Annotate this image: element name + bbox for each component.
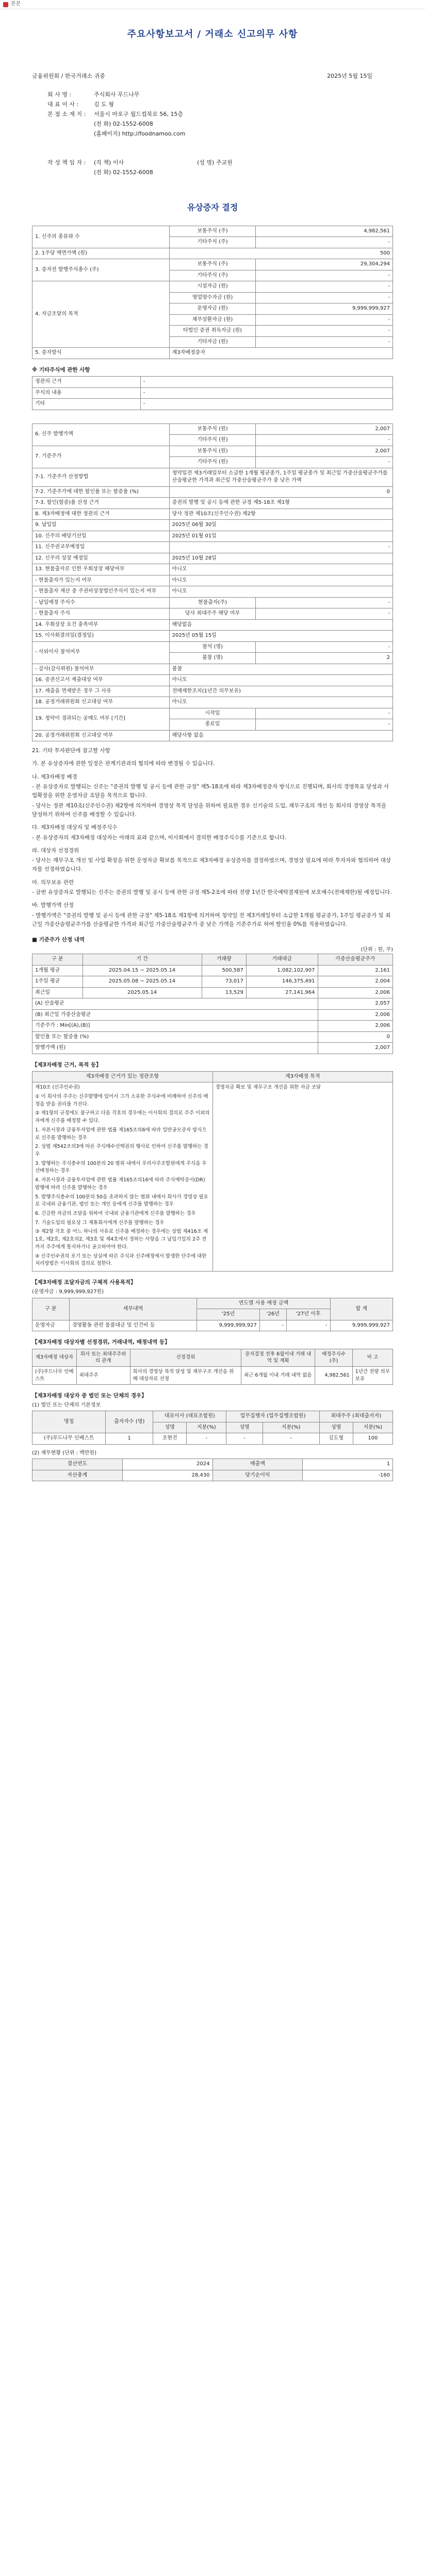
row-value: 4,982,561 bbox=[256, 226, 393, 237]
row-value: - bbox=[256, 336, 393, 348]
th-major-share: 지분(%) bbox=[353, 1422, 393, 1433]
note-line: - 당사는 정관 제10조(신주인수권) 제2항에 의거하여 경영상 목적 달성을 위하여 필요한 경우 신기술의 도입, 재무구조의 개선 등 회사의 경영상 목적을 달성하기 위하여 신주를 배정할 수 있습니다. bbox=[32, 802, 387, 818]
th-y25: '25년 bbox=[197, 1309, 259, 1320]
row-label: - 납입예정 주식수 bbox=[32, 597, 170, 608]
row-label: 9. 납입일 bbox=[32, 520, 170, 531]
row-label: - 사외이사 참석여부 bbox=[32, 641, 170, 664]
ceo-name: 김 도 형 bbox=[94, 100, 114, 108]
row-value: 아니오 bbox=[169, 564, 393, 575]
th-ceo: 대표이사 (대표조합원) bbox=[153, 1411, 226, 1422]
row-sub: 기타주식 (주) bbox=[169, 270, 256, 281]
row-sub: 현물출자(주) bbox=[169, 597, 256, 608]
writer-label: 작 성 책 임 자 : bbox=[47, 159, 86, 166]
th-gp-share: 지분(%) bbox=[263, 1422, 319, 1433]
calc-label: (A) 산술평균 bbox=[32, 998, 318, 1010]
th-y27: '27년 이후 bbox=[286, 1309, 330, 1320]
table-row bbox=[32, 509, 393, 520]
th-ceo-share: 지분(%) bbox=[187, 1422, 226, 1433]
note-line: 마. 의무보유 관련 bbox=[32, 879, 74, 886]
row-label: 1. 신주의 종류와 수 bbox=[32, 226, 170, 248]
fund-cell: - bbox=[259, 1320, 286, 1331]
th-investors: 출자자수 (명) bbox=[106, 1411, 153, 1433]
table-row bbox=[32, 619, 393, 631]
row-value: - bbox=[256, 641, 393, 653]
purpose-cell: 경영자금 확보 및 재무구조 개선을 위한 자금 조달 bbox=[213, 1082, 393, 1272]
finance-table bbox=[32, 1459, 393, 1481]
allottee-cell: 4,982,561 bbox=[315, 1367, 352, 1385]
finance-cell: 1 bbox=[303, 1459, 393, 1470]
allottee-head: 비 고 bbox=[352, 1349, 393, 1367]
calc-value: 2,057 bbox=[318, 998, 393, 1010]
basis-line: 3. 발행하는 주식총수의 100분의 20 범위 내에서 우리사주조합원에게 주식을 우선배정하는 경우 bbox=[35, 1160, 207, 1174]
table-row bbox=[32, 697, 393, 708]
row-value: - bbox=[256, 597, 393, 608]
notes-section bbox=[32, 747, 393, 929]
table-row bbox=[32, 1320, 393, 1331]
row-label: - 현물출자 재산 중 주권비상장법인주식이 있는지 여부 bbox=[32, 586, 170, 598]
address: 서울시 마포구 월드컵북로 56, 15층 bbox=[94, 110, 183, 117]
row-sub: 불참 (명) bbox=[169, 653, 256, 664]
row-value: 해당사항 없음 bbox=[169, 730, 393, 741]
row-value: - bbox=[256, 292, 393, 303]
basis-line: 1. 자본시장과 금융투자업에 관한 법률 제165조의6에 따라 일반공모증자 방식으로 신주를 발행하는 경우 bbox=[35, 1127, 207, 1141]
row-sub: 종료일 bbox=[169, 719, 256, 731]
calc-head: 거래량 bbox=[202, 954, 246, 965]
table-row bbox=[32, 281, 393, 293]
row-value: - bbox=[256, 270, 393, 281]
calc-cell: 2025.05.14 bbox=[83, 987, 202, 998]
note-line: 나. 제3자배정 배경 bbox=[32, 773, 77, 780]
corp-cell: 김도형 bbox=[319, 1433, 353, 1445]
calc-cell: 1주일 평균 bbox=[32, 976, 83, 988]
th-category: 구 분 bbox=[32, 1298, 70, 1320]
row-value: - bbox=[256, 237, 393, 248]
note-line: 바. 발행가액 산정 bbox=[32, 902, 74, 909]
basis-line: 4. 자본시장과 금융투자업에 관한 법률 제165조의16에 따라 주식예탁증서(DR)발행에 따라 신주를 발행하는 경우 bbox=[35, 1177, 205, 1191]
table-row bbox=[32, 631, 393, 642]
table-row bbox=[32, 399, 393, 410]
table-row bbox=[32, 387, 393, 399]
calc-label: 발행가액 (원) bbox=[32, 1043, 318, 1054]
row-value: 전매제한조치(1년간 의무보유) bbox=[169, 686, 393, 697]
basis-line: ① 이 회사의 주주는 신주발행에 있어서 그가 소유한 주식수에 비례하여 신주의 배정을 받을 권리를 가진다. bbox=[35, 1093, 208, 1107]
allottee-head: 제3자배정 대상자 bbox=[32, 1349, 77, 1367]
row-value: - bbox=[256, 326, 393, 337]
basis-line: 제10조 (신주인수권) bbox=[35, 1084, 80, 1091]
table-row bbox=[32, 686, 393, 697]
row-label: 20. 공정거래위원회 신고대상 여부 bbox=[32, 730, 170, 741]
row-label: 8. 제3자배정에 대한 정관의 근거 bbox=[32, 509, 170, 520]
fund-cell: - bbox=[286, 1320, 330, 1331]
table-row bbox=[32, 423, 393, 435]
calc-cell: 2,006 bbox=[318, 987, 393, 998]
row-label: 19. 청약이 경과되는 공매도 여부 [기간] bbox=[32, 708, 170, 730]
row-sub: 보통주식 (원) bbox=[169, 446, 256, 457]
table-row bbox=[32, 1043, 393, 1054]
th-y26: '26년 bbox=[259, 1309, 286, 1320]
fund-cell: 9,999,999,927 bbox=[197, 1320, 259, 1331]
calc-cell: 최근일 bbox=[32, 987, 83, 998]
writer-name: (성 명) 주교원 bbox=[197, 159, 233, 166]
recipient: 금융위원회 / 한국거래소 귀중 bbox=[32, 73, 105, 80]
row-label: 4. 자금조달의 목적 bbox=[32, 281, 170, 348]
calc-value: 2,006 bbox=[318, 1009, 393, 1021]
table-row bbox=[32, 553, 393, 564]
table-row bbox=[32, 1031, 393, 1043]
row-label: - 현물출자가 있는지 여부 bbox=[32, 575, 170, 586]
row-value: - bbox=[256, 719, 393, 731]
table-row bbox=[32, 520, 393, 531]
allottee-cell: (주)푸드나무 인베스트 bbox=[32, 1367, 77, 1385]
corp-cell: - bbox=[226, 1433, 263, 1445]
calc-unit: (단위 : 원, 주) bbox=[361, 946, 393, 953]
row-label: 18. 공정거래위원회 신고대상 여부 bbox=[32, 697, 170, 708]
table-row bbox=[32, 987, 393, 998]
note-line: - 본 유상증자로 발행되는 신주는 "증권의 발행 및 공시 등에 관한 규정" 제5-18조에 따라 제3자배정증자 방식으로 진행되며, 회사의 경영목표 달성과 사업확장을 위한 운영자금 조달을 목적으로 합니다. bbox=[32, 783, 389, 799]
row-value: 2025년 05월 15일 bbox=[169, 631, 393, 642]
row-value: - bbox=[256, 457, 393, 468]
basis-line: 7. 기술도입의 필요상 그 제휴회사에게 신주를 발행하는 경우 bbox=[35, 1219, 165, 1226]
row-value: 9,999,999,927 bbox=[256, 303, 393, 315]
allottee-cell: 최근 6개월 이내 거래 내역 없음 bbox=[241, 1367, 315, 1385]
row-label: 기타 bbox=[32, 399, 141, 410]
row-value: 해당없음 bbox=[169, 619, 393, 631]
table-row bbox=[32, 664, 393, 675]
writer-info bbox=[47, 159, 393, 177]
allottee-title: 【제3자배정 대상자별 선정경위, 거래내역, 배정내역 등】 bbox=[32, 1339, 170, 1346]
row-value: 당사 정관 제10조(신주인수권) 제2항 bbox=[169, 509, 393, 520]
row-label: 15. 이사회결의일(결정일) bbox=[32, 631, 170, 642]
note-line: 다. 제3자배정 대상자 및 배정주식수 bbox=[32, 824, 118, 831]
calc-cell: 2,004 bbox=[318, 976, 393, 988]
basis-line: ④ 신주인수권의 포기 또는 상실에 따른 주식과 신주배정에서 발생한 단주에 대한 처리방법은 이사회의 결의로 정한다. bbox=[35, 1253, 207, 1267]
address-label: 본 점 소 재 지 : bbox=[47, 110, 86, 117]
row-value: 2,007 bbox=[256, 423, 393, 435]
finance-cell: 결산연도 bbox=[32, 1459, 123, 1470]
row-label: 주식의 내용 bbox=[32, 387, 141, 399]
table-row bbox=[32, 641, 393, 653]
basis-line: 2. 상법 제542조의3에 따른 주식매수선택권의 행사로 인하여 신주를 발행하는 경우 bbox=[35, 1144, 208, 1157]
allottee-head: 회사 또는 최대주주와의 관계 bbox=[76, 1349, 130, 1367]
note-line: 가. 본 유상증자에 관한 일정은 관계기관과의 협의에 따라 변경될 수 있습니다. bbox=[32, 760, 215, 767]
calc-cell: 2,161 bbox=[318, 965, 393, 976]
calc-head: 가중산술평균주가 bbox=[318, 954, 393, 965]
allottee-head: 배정주식수 (주) bbox=[315, 1349, 352, 1367]
row-sub: 참석 (명) bbox=[169, 641, 256, 653]
table-row bbox=[32, 575, 393, 586]
calc-label: (B) 최근일 가중산술평균 bbox=[32, 1009, 318, 1021]
row-label: 16. 증권신고서 제출대상 여부 bbox=[32, 675, 170, 686]
capital-increase-table bbox=[32, 226, 393, 359]
calc-cell: 13,529 bbox=[202, 987, 246, 998]
row-sub: 보통주식 (원) bbox=[169, 423, 256, 435]
row-sub: 시작일 bbox=[169, 708, 256, 719]
phone-label bbox=[47, 120, 94, 128]
th-name: 명칭 bbox=[32, 1411, 106, 1433]
finance-cell: 자산총계 bbox=[32, 1470, 123, 1481]
row-sub: 기타주식 (원) bbox=[169, 435, 256, 446]
th-gp-name: 성명 bbox=[226, 1422, 263, 1433]
calc-value: 2,006 bbox=[318, 1021, 393, 1032]
table-row bbox=[32, 708, 393, 719]
viewer-topbar bbox=[0, 0, 425, 9]
calc-cell: 1개월 평균 bbox=[32, 965, 83, 976]
basis-head: 제3자배정 근거가 있는 정관조항 bbox=[32, 1071, 213, 1082]
table-row bbox=[32, 498, 393, 509]
table-row bbox=[32, 468, 393, 486]
calc-cell: 146,375,491 bbox=[246, 976, 318, 988]
table-row bbox=[32, 542, 393, 553]
calc-table bbox=[32, 954, 393, 1054]
calc-cell: 2025.05.08 ~ 2025.05.14 bbox=[83, 976, 202, 988]
calc-label: 기준주가 : Min[(A),(B)] bbox=[32, 1021, 318, 1032]
corp-cell: 100 bbox=[353, 1433, 393, 1445]
homepage-label bbox=[47, 130, 94, 138]
section-title: 유상증자 결정 bbox=[187, 202, 238, 212]
row-label: 12. 신주의 상장 예정일 bbox=[32, 553, 170, 564]
table-row bbox=[32, 564, 393, 575]
viewer-title: 본문 bbox=[11, 1, 21, 7]
homepage: (홈페이지) http://foodnamoo.com bbox=[94, 130, 186, 137]
th-yearly: 연도별 사용 예정 금액 bbox=[197, 1298, 330, 1309]
row-label: 10. 신주의 배당기산일 bbox=[32, 531, 170, 542]
calc-value: 2,007 bbox=[318, 1043, 393, 1054]
row-sub: 보통주식 (주) bbox=[169, 226, 256, 237]
allottee-table bbox=[32, 1349, 393, 1385]
finance-cell: 28,430 bbox=[122, 1470, 213, 1481]
company-name-label: 회 사 명 : bbox=[47, 91, 72, 98]
row-value: - bbox=[256, 314, 393, 326]
row-label: 7-2. 기준주가에 대한 할인율 또는 할증율 (%) bbox=[32, 486, 170, 498]
allottee-cell: 최대주주 bbox=[76, 1367, 130, 1385]
basis-line: 5. 발행주식총수의 100분의 50을 초과하지 않는 범위 내에서 회사가 경영상 필요로 국내외 금융기관, 법인 또는 개인 등에게 신주를 발행하는 경우 bbox=[35, 1194, 208, 1208]
basis-line: ② 제1항의 규정에도 불구하고 다음 각호의 경우에는 이사회의 결의로 주주 이외의 자에게 신주를 배정할 수 있다. bbox=[35, 1110, 210, 1124]
note-line: - 금번 유상증자로 발행되는 신주는 증권의 발행 및 공시 등에 관한 규정 제5-2조에 따라 전량 1년간 한국예탁결제원에 보호예수(전매제한)될 예정입니다. bbox=[32, 889, 392, 896]
row-sub: 기타주식 (주) bbox=[169, 237, 256, 248]
finance-cell: 2024 bbox=[122, 1459, 213, 1470]
calc-cell: 73,017 bbox=[202, 976, 246, 988]
table-row bbox=[32, 586, 393, 598]
th-detail: 세부내역 bbox=[69, 1298, 197, 1320]
fund-cell: 9,999,999,927 bbox=[330, 1320, 393, 1331]
row-label: 14. 우회상장 요건 충족여부 bbox=[32, 619, 170, 631]
row-value: 불참 bbox=[169, 664, 393, 675]
table-row bbox=[32, 597, 393, 608]
corp-cell: - bbox=[187, 1433, 226, 1445]
table-row bbox=[32, 608, 393, 620]
row-value: 2025년 06월 30일 bbox=[169, 520, 393, 531]
row-label: 2. 1주당 액면가액 (원) bbox=[32, 248, 170, 259]
table-row bbox=[32, 486, 393, 498]
note-line: 라. 대상자 선정경위 bbox=[32, 847, 79, 854]
basis-line: 6. 긴급한 자금의 조달을 위하여 국내외 금융기관에게 신주를 발행하는 경우 bbox=[35, 1211, 196, 1217]
fund-cell: 경영활동 관련 물품대금 및 인건비 등 bbox=[69, 1320, 197, 1331]
row-label: 7-1. 기준주가 산정방법 bbox=[32, 468, 170, 486]
calc-cell: 500,587 bbox=[202, 965, 246, 976]
document-icon bbox=[3, 2, 8, 7]
writer-phone-label bbox=[47, 168, 94, 177]
company-info bbox=[47, 91, 393, 138]
row-sub: 기타주식 (원) bbox=[169, 457, 256, 468]
table-row bbox=[32, 1433, 393, 1445]
row-value: 0 bbox=[169, 486, 393, 498]
other-stock-title: ※ 기타주식에 관한 사항 bbox=[32, 366, 90, 373]
note-line: 21. 기타 투자판단에 참고할 사항 bbox=[32, 748, 110, 754]
row-value: - bbox=[256, 708, 393, 719]
calc-head: 구 분 bbox=[32, 954, 83, 965]
table-row bbox=[32, 226, 393, 237]
third-party-basis-title: 【제3자배정 근거, 목적 등】 bbox=[32, 1061, 102, 1068]
finance-cell: 당기순이익 bbox=[213, 1470, 303, 1481]
row-sub: 시설자금 (원) bbox=[169, 281, 256, 293]
table-row bbox=[32, 730, 393, 741]
table-row bbox=[32, 675, 393, 686]
allottee-head: 선정경위 bbox=[130, 1349, 241, 1367]
allottee-head: 증자결정 전후 6월이내 거래 내역 및 계획 bbox=[241, 1349, 315, 1367]
corp-cell: (주)푸드나무 인베스트 bbox=[32, 1433, 106, 1445]
table-row bbox=[32, 531, 393, 542]
row-sub: 영업양수자금 (원) bbox=[169, 292, 256, 303]
allottee-cell: 회사의 경영상 목적 달성 및 재무구조 개선을 위해 대상자로 선정 bbox=[130, 1367, 241, 1385]
allottee-cell: 1년간 전량 의무보유 bbox=[352, 1367, 393, 1385]
row-sub: 운영자금 (원) bbox=[169, 303, 256, 315]
table-row bbox=[32, 976, 393, 988]
report-page bbox=[32, 9, 393, 1497]
calc-cell: 1,082,102,907 bbox=[246, 965, 318, 976]
row-label: 5. 증자방식 bbox=[32, 348, 170, 359]
corp-cell: 1 bbox=[106, 1433, 153, 1445]
finance-cell: 매출액 bbox=[213, 1459, 303, 1470]
writer-position: (직 책) 이사 bbox=[94, 159, 124, 166]
row-label: 6. 신주 발행가액 bbox=[32, 423, 170, 446]
corp-basic-table bbox=[32, 1411, 393, 1445]
table-row bbox=[32, 1459, 393, 1470]
calc-head: 기 간 bbox=[83, 954, 202, 965]
row-value: 청약일전 제3거래일부터 소급한 1개월 평균종가, 1주일 평균종가 및 최근일 가중산술평균주가를 산술평균한 가격과 최근일 가중산술평균주가 중 낮은 가액 bbox=[169, 468, 393, 486]
finance-cell: -160 bbox=[303, 1470, 393, 1481]
calc-value: 0 bbox=[318, 1031, 393, 1043]
calc-label: 할인율 또는 할증율 (%) bbox=[32, 1031, 318, 1043]
row-label: - 현물출자 주식 bbox=[32, 608, 170, 620]
row-sub: 당사 최대주주 해당 여부 bbox=[169, 608, 256, 620]
row-value: - bbox=[256, 435, 393, 446]
th-total: 합 계 bbox=[330, 1298, 393, 1320]
writer-phone: (전 화) 02-1552-6008 bbox=[94, 168, 153, 176]
report-date: 2025년 5월 15일 bbox=[327, 73, 372, 80]
note-line: - 본 유상증자의 제3자배정 대상자는 아래의 표와 같으며, 이사회에서 결의한 배정주식수를 기준으로 합니다. bbox=[32, 834, 287, 841]
th-gp: 업무집행자 (업무집행조합원) bbox=[226, 1411, 319, 1422]
calc-head: 거래대금 bbox=[246, 954, 318, 965]
row-value: - bbox=[140, 399, 393, 410]
calc-cell: 2025.04.15 ~ 2025.05.14 bbox=[83, 965, 202, 976]
row-sub: 타법인 증권 취득자금 (원) bbox=[169, 326, 256, 337]
table-row bbox=[32, 998, 393, 1010]
basis-cell bbox=[32, 1082, 213, 1272]
table-row bbox=[32, 259, 393, 270]
row-label: 3. 증자전 발행주식총수 (주) bbox=[32, 259, 170, 281]
row-value: - bbox=[140, 387, 393, 399]
corp-basic-sub: (1) 법인 또는 단체의 기본정보 bbox=[32, 1402, 101, 1408]
row-value: 2025년 10월 28일 bbox=[169, 553, 393, 564]
company-name: 주식회사 푸드나무 bbox=[94, 91, 140, 98]
table-row bbox=[32, 377, 393, 388]
row-value: - bbox=[256, 281, 393, 293]
calc-title: ■ 기준주가 산정 내역 bbox=[32, 937, 85, 943]
row-value: 2,007 bbox=[256, 446, 393, 457]
table-row bbox=[32, 348, 393, 359]
row-label: 17. 제출을 면제받은 경우 그 사유 bbox=[32, 686, 170, 697]
corp-cell: 조현진 bbox=[153, 1433, 187, 1445]
row-label: 13. 현물출자로 인한 우회상장 해당여부 bbox=[32, 564, 170, 575]
th-major: 최대주주 (최대출자자) bbox=[319, 1411, 393, 1422]
fund-use-title: 【제3자배정 조달자금의 구체적 사용목적】 bbox=[32, 1279, 136, 1286]
th-ceo-name: 성명 bbox=[153, 1422, 187, 1433]
fund-cell: 운영자금 bbox=[32, 1320, 70, 1331]
row-label: 정관의 근거 bbox=[32, 377, 141, 388]
other-stock-table bbox=[32, 376, 393, 410]
table-row bbox=[32, 1367, 393, 1385]
row-sub: 기타자금 (원) bbox=[169, 336, 256, 348]
purpose-head: 제3자배정 목적 bbox=[213, 1071, 393, 1082]
row-value: - bbox=[140, 377, 393, 388]
issue-detail-table bbox=[32, 423, 393, 742]
row-label: 7. 기준주가 bbox=[32, 446, 170, 468]
note-line: - 발행가액은 "증권의 발행 및 공시 등에 관한 규정" 제5-18조 제1항에 의거하여 청약일 전 제3거래일부터 소급한 1개월 평균종가, 1주일 평균종가 및 최근일 가중산술평균주가를 산술평균한 가격과 최근일 가중산술평균주가 중 낮은 가액을 기준주가로 하여 할인율 0%를 적용하였습니다. bbox=[32, 912, 391, 927]
fund-use-sub: (운영자금 : 9,999,999,927원) bbox=[32, 1289, 104, 1295]
row-value: 29,304,294 bbox=[256, 259, 393, 270]
row-value: 아니오 bbox=[169, 697, 393, 708]
basis-line: ③ 제2항 각호 중 어느 하나의 사유로 신주를 배정하는 경우에는 상법 제416조 제1호, 제2호, 제2호의2, 제3호 및 제4호에서 정하는 사항을 그 납입기일의 2주 전까지 주주에게 통지하거나 공고하여야 한다. bbox=[35, 1229, 208, 1250]
corp-cell: - bbox=[263, 1433, 319, 1445]
finance-sub: (2) 재무현황 (단위 : 백만원) bbox=[32, 1450, 96, 1456]
row-value: 500 bbox=[169, 248, 393, 259]
table-row bbox=[32, 1021, 393, 1032]
table-row bbox=[32, 965, 393, 976]
row-value: 아니오 bbox=[169, 575, 393, 586]
table-row bbox=[32, 248, 393, 259]
row-value: 2 bbox=[256, 653, 393, 664]
ceo-label: 대 표 이 사 : bbox=[47, 100, 79, 108]
row-value: 아니오 bbox=[169, 586, 393, 598]
corp-allottee-title: 【제3자배정 대상자 중 법인 또는 단체의 경우】 bbox=[32, 1392, 147, 1399]
row-label: 11. 신주권교부예정일 bbox=[32, 542, 170, 553]
row-value: - bbox=[256, 608, 393, 620]
table-row bbox=[32, 1009, 393, 1021]
phone: (전 화) 02-1552-6008 bbox=[94, 120, 153, 127]
table-row bbox=[32, 1470, 393, 1481]
row-label: 7-3. 할인(할증)율 산정 근거 bbox=[32, 498, 170, 509]
row-sub: 채무상환자금 (원) bbox=[169, 314, 256, 326]
note-line: - 당사는 재무구조 개선 및 사업 확장을 위한 운영자금 확보를 목적으로 제3자배정 유상증자를 결정하였으며, 경영상 필요에 따라 투자자와 협의하여 대상자를 선정하였습니다. bbox=[32, 857, 391, 873]
report-title: 주요사항보고서 / 거래소 신고의무 사항 bbox=[127, 29, 298, 40]
table-row bbox=[32, 446, 393, 457]
row-value: - bbox=[169, 542, 393, 553]
row-value: 2025년 01월 01일 bbox=[169, 531, 393, 542]
row-value: 제3자배정증자 bbox=[169, 348, 393, 359]
third-party-basis-table bbox=[32, 1071, 393, 1272]
row-label: - 감사(감사위원) 참석여부 bbox=[32, 664, 170, 675]
fund-use-table bbox=[32, 1298, 393, 1332]
row-sub: 보통주식 (주) bbox=[169, 259, 256, 270]
calc-cell: 27,141,964 bbox=[246, 987, 318, 998]
recipient-line bbox=[32, 72, 393, 80]
row-value: 증권의 발행 및 공시 등에 관한 규정 제5-18조 제1항 bbox=[169, 498, 393, 509]
row-value: 아니오 bbox=[169, 675, 393, 686]
th-major-name: 성명 bbox=[319, 1422, 353, 1433]
